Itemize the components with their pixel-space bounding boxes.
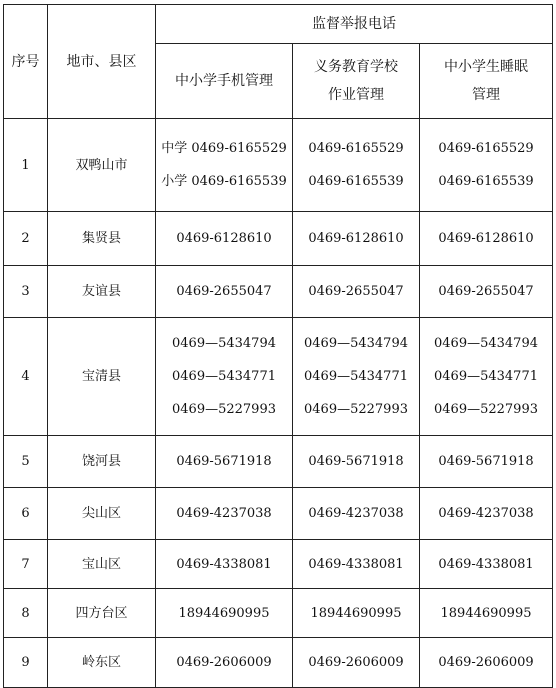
phone-number: 18944690995 (440, 605, 532, 621)
cell-no: 6 (4, 488, 48, 540)
cell-phone-b (293, 119, 420, 212)
phone-number: 0469-2606009 (176, 655, 272, 670)
cell-no: 1 (4, 119, 48, 212)
phone-number: 0469—5434794 (434, 336, 538, 351)
cell-phone-c (420, 540, 553, 589)
header-sleep-line2: 管理 (472, 87, 500, 103)
cell-phone-c (420, 318, 553, 436)
cell-phone-a (156, 119, 293, 212)
phone-number: 0469-5671918 (438, 454, 534, 469)
phone-number: 0469-2655047 (308, 284, 404, 299)
table-row (4, 638, 553, 688)
phone-number: 0469-4338081 (438, 556, 534, 572)
phone-number: 0469-4237038 (308, 506, 404, 521)
phone-number: 0469—5227993 (304, 402, 408, 417)
phone-number: 0469-4237038 (176, 506, 272, 521)
phone-number: 0469—5227993 (172, 402, 276, 417)
table-body (4, 119, 553, 688)
header-homework-line1: 义务教育学校 (314, 59, 398, 75)
table-row (4, 436, 553, 488)
cell-no: 4 (4, 318, 48, 436)
cell-phone-b (293, 212, 420, 266)
header-phone-management-label: 中小学手机管理 (175, 73, 273, 89)
phone-number: 0469—5434794 (304, 336, 408, 351)
cell-phone-b (293, 318, 420, 436)
cell-phone-b (293, 436, 420, 488)
cell-no: 7 (4, 540, 48, 589)
supervision-hotline-table (3, 4, 553, 688)
header-no: 序号 (4, 5, 48, 119)
cell-phone-c (420, 119, 553, 212)
phone-number: 0469—5227993 (434, 402, 538, 417)
cell-phone-a (156, 212, 293, 266)
table-row (4, 589, 553, 638)
cell-phone-c (420, 589, 553, 638)
cell-phone-a (156, 638, 293, 688)
header-city: 地市、县区 (48, 5, 156, 119)
phone-number: 0469—5434794 (172, 336, 276, 351)
header-homework-line2: 作业管理 (328, 87, 384, 103)
cell-phone-b (293, 266, 420, 318)
cell-no: 8 (4, 589, 48, 638)
table-row (4, 540, 553, 589)
table-row (4, 318, 553, 436)
phone-number: 0469-4338081 (308, 556, 404, 572)
cell-no: 3 (4, 266, 48, 318)
cell-phone-b (293, 589, 420, 638)
phone-number: 0469-6128610 (308, 231, 404, 246)
phone-number: 0469-6165529 (438, 141, 534, 156)
cell-city: 宝山区 (48, 540, 156, 589)
cell-city: 友谊县 (48, 266, 156, 318)
cell-city: 岭东区 (48, 638, 156, 688)
cell-phone-a (156, 540, 293, 589)
cell-no: 9 (4, 638, 48, 688)
header-phone-management (156, 44, 293, 119)
header-sleep-management (420, 44, 553, 119)
table-row (4, 488, 553, 540)
cell-phone-a (156, 266, 293, 318)
phone-number: 0469-2606009 (308, 655, 404, 670)
phone-number: 0469-5671918 (308, 454, 404, 469)
cell-phone-c (420, 436, 553, 488)
phone-number: 0469-4237038 (438, 506, 534, 521)
cell-phone-c (420, 212, 553, 266)
cell-phone-a (156, 318, 293, 436)
cell-city: 集贤县 (48, 212, 156, 266)
cell-city: 饶河县 (48, 436, 156, 488)
phone-number: 0469-6165539 (308, 174, 404, 189)
cell-no: 2 (4, 212, 48, 266)
header-homework-management (293, 44, 420, 119)
phone-number: 0469-6165529 (308, 141, 404, 156)
cell-city: 四方台区 (48, 589, 156, 638)
cell-city: 尖山区 (48, 488, 156, 540)
phone-number: 0469-6165539 (438, 174, 534, 189)
table-row (4, 119, 553, 212)
phone-number: 18944690995 (178, 605, 270, 621)
phone-number: 0469—5434771 (434, 369, 538, 384)
phone-number: 0469-5671918 (176, 454, 272, 469)
phone-number: 0469—5434771 (172, 369, 276, 384)
cell-phone-a (156, 436, 293, 488)
phone-number: 小学 0469-6165539 (161, 174, 287, 189)
phone-number: 18944690995 (310, 605, 402, 621)
table-row (4, 266, 553, 318)
cell-phone-a (156, 488, 293, 540)
cell-phone-c (420, 488, 553, 540)
cell-city: 双鸭山市 (48, 119, 156, 212)
phone-number: 中学 0469-6165529 (161, 141, 287, 156)
cell-phone-c (420, 266, 553, 318)
cell-city: 宝清县 (48, 318, 156, 436)
phone-number: 0469—5434771 (304, 369, 408, 384)
phone-number: 0469-2655047 (438, 284, 534, 299)
cell-phone-b (293, 488, 420, 540)
phone-number: 0469-2606009 (438, 655, 534, 670)
phone-number: 0469-4338081 (176, 556, 272, 572)
cell-phone-a (156, 589, 293, 638)
header-sleep-line1: 中小学生睡眠 (444, 59, 528, 75)
phone-number: 0469-6128610 (176, 231, 272, 246)
table-row (4, 212, 553, 266)
header-hotline-group: 监督举报电话 (156, 5, 553, 44)
cell-no: 5 (4, 436, 48, 488)
phone-number: 0469-6128610 (438, 231, 534, 246)
cell-phone-b (293, 540, 420, 589)
phone-number: 0469-2655047 (176, 284, 272, 299)
cell-phone-c (420, 638, 553, 688)
cell-phone-b (293, 638, 420, 688)
